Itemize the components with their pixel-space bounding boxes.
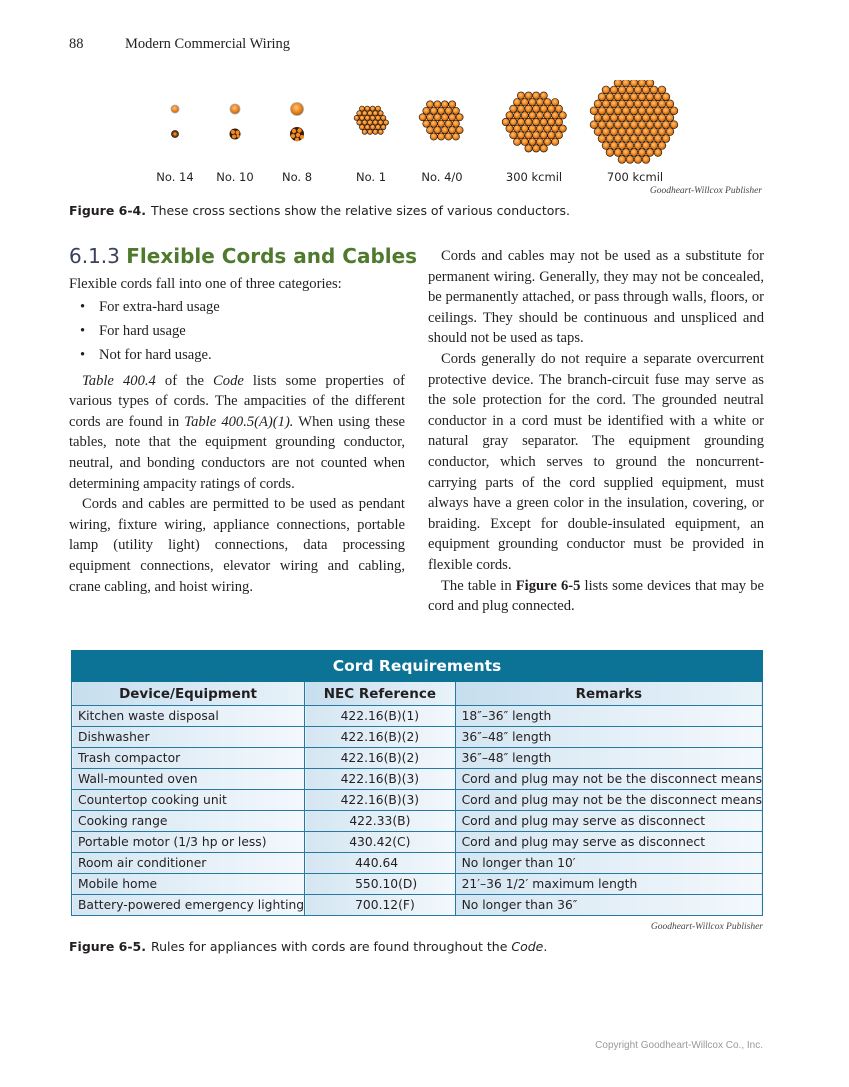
left-column <box>69 243 418 597</box>
body-text: When using these tables, note that the equipment grounding conductor, neutral, and bonding conductors are not counted when determining ampacity ratings of cords. <box>69 413 405 492</box>
code-reference: Code <box>213 372 244 389</box>
conductor-label: No. 14 <box>156 170 194 184</box>
cell-nec-reference: 422.33(B) <box>305 811 456 832</box>
figure-6-4 <box>150 80 770 200</box>
cell-nec-reference: 422.16(B)(2) <box>305 748 456 769</box>
cell-remarks: Cord and plug may serve as disconnect <box>455 832 762 853</box>
cell-device: Cooking range <box>72 811 305 832</box>
conductor-300kcmil <box>502 92 566 152</box>
column-header-remarks: Remarks <box>455 682 762 706</box>
conductor-label: No. 4/0 <box>421 170 463 184</box>
cell-device: Room air conditioner <box>72 853 305 874</box>
figure-reference: Figure 6-5 <box>515 577 581 594</box>
caption-text: Rules for appliances with cords are found throughout the <box>151 939 512 954</box>
caption-label: Figure 6-4. <box>69 203 146 218</box>
section-title: Flexible Cords and Cables <box>126 244 418 268</box>
column-header-device: Device/Equipment <box>72 682 305 706</box>
cell-nec-reference: 550.10(D) <box>305 874 456 895</box>
figure-6-5-caption <box>69 939 547 954</box>
intro-paragraph: Flexible cords fall into one of three categories: <box>69 276 342 292</box>
table-row <box>72 874 763 895</box>
conductor-label: No. 1 <box>355 170 387 184</box>
cell-remarks: Cord and plug may not be the disconnect means <box>455 790 762 811</box>
conductor-no4-0 <box>419 101 463 140</box>
body-text: lists some properties of various types of cords. The ampacities of the different cords are found in <box>69 372 406 430</box>
book-title: Modern Commercial Wiring <box>125 36 291 52</box>
cell-nec-reference: 422.16(B)(3) <box>305 790 456 811</box>
cell-remarks: Cord and plug may serve as disconnect <box>455 811 762 832</box>
list-item: • Not for hard usage. <box>79 343 405 367</box>
caption-code-reference: Code <box>511 939 544 954</box>
list-item: • For extra-hard usage <box>79 295 405 319</box>
body-text: of the <box>155 372 214 389</box>
table-header-row <box>72 682 763 706</box>
table-row <box>72 748 763 769</box>
cell-device: Dishwasher <box>72 727 305 748</box>
figure-6-4-caption <box>69 203 570 218</box>
conductor-no10 <box>230 104 241 140</box>
cell-nec-reference: 422.16(B)(3) <box>305 769 456 790</box>
conductor-label: 300 kcmil <box>505 170 563 184</box>
conductor-700kcmil <box>590 80 678 163</box>
cell-remarks: No longer than 36″ <box>455 895 762 916</box>
caption-text: . <box>543 939 548 954</box>
caption-text: These cross sections show the relative sizes of various conductors. <box>151 203 571 218</box>
code-reference: Table 400.4 <box>82 372 156 389</box>
cell-nec-reference: 440.64 <box>305 853 456 874</box>
conductor-label: No. 10 <box>216 170 254 184</box>
body-text: lists some devices that may be cord and plug connected. <box>428 577 764 615</box>
cell-remarks: 18″–36″ length <box>455 706 762 727</box>
paragraph-tables <box>69 371 405 495</box>
table-row <box>72 853 763 874</box>
list-item: • For hard usage <box>79 319 405 343</box>
table-row <box>72 790 763 811</box>
paragraph-not-permitted: Cords and cables may not be used as a substitute for permanent wiring. Generally, they may not be concealed, be permanently attached, or pass through walls, floors, or ceilings. They should be continuous and unspliced and should not be used as taps. <box>428 248 764 347</box>
table-row <box>72 769 763 790</box>
cell-nec-reference: 422.16(B)(1) <box>305 706 456 727</box>
cell-remarks: No longer than 10′ <box>455 853 762 874</box>
cell-nec-reference: 700.12(F) <box>305 895 456 916</box>
cell-device: Portable motor (1/3 hp or less) <box>72 832 305 853</box>
cell-device: Battery-powered emergency lighting <box>72 895 305 916</box>
table-row <box>72 811 763 832</box>
copyright-notice: Copyright Goodheart-Willcox Co., Inc. <box>595 1040 763 1051</box>
conductor-label: No. 8 <box>281 170 313 184</box>
conductor-label: 700 kcmil <box>606 170 664 184</box>
table-row <box>72 706 763 727</box>
conductor-no1 <box>354 106 389 134</box>
cord-requirements-table <box>71 650 763 916</box>
paragraph-permitted-uses: Cords and cables are permitted to be used as pendant wiring, fixture wiring, appliance connections, portable lamp (utility light) connections, data processing equipment connections, elevator wiring and cabling, crane cabling, and hoist wiring. <box>69 496 405 595</box>
body-text: The table in <box>441 577 516 594</box>
column-header-nec-reference: NEC Reference <box>305 682 456 706</box>
code-reference: Table 400.5(A)(1). <box>184 413 294 430</box>
table-row <box>72 727 763 748</box>
cell-nec-reference: 422.16(B)(2) <box>305 727 456 748</box>
cell-device: Mobile home <box>72 874 305 895</box>
category-list <box>69 295 405 367</box>
caption-label: Figure 6-5. <box>69 939 146 954</box>
cell-remarks: 36″–48″ length <box>455 748 762 769</box>
table-title: Cord Requirements <box>72 651 763 682</box>
cell-remarks: 21′–36 1/2′ maximum length <box>455 874 762 895</box>
cell-device: Wall-mounted oven <box>72 769 305 790</box>
conductor-no14 <box>171 105 179 138</box>
cell-nec-reference: 430.42(C) <box>305 832 456 853</box>
page-number: 88 <box>69 36 84 52</box>
table-row <box>72 895 763 916</box>
paragraph-protection: Cords generally do not require a separate overcurrent protective device. The branch-circuit fuse may serve as the sole protection for the cord. The grounded neutral conductor in a cord must be identified with a white or natural gray separator. The equipment grounding conductor, which serves to ground the noncurrent-carrying parts of the cord supplied equipment, must always have a green color in the insulation, covering, or braiding. Except for double-insulated equipment, an equipment grounding conductor must be provided in flexible cords. <box>428 350 764 573</box>
figure-credit: Goodheart-Willcox Publisher <box>649 186 762 196</box>
cell-remarks: 36″–48″ length <box>455 727 762 748</box>
conductor-no8 <box>290 103 304 142</box>
running-head <box>69 36 290 53</box>
figure-credit: Goodheart-Willcox Publisher <box>650 922 763 932</box>
table-row <box>72 832 763 853</box>
cell-device: Trash compactor <box>72 748 305 769</box>
cell-device: Kitchen waste disposal <box>72 706 305 727</box>
right-column <box>428 246 764 617</box>
cell-remarks: Cord and plug may not be the disconnect means <box>455 769 762 790</box>
section-number: 6.1.3 <box>69 244 120 268</box>
paragraph-table-intro <box>428 576 764 617</box>
cell-device: Countertop cooking unit <box>72 790 305 811</box>
conductor-cross-sections-illustration <box>150 80 770 170</box>
section-heading <box>69 243 418 269</box>
